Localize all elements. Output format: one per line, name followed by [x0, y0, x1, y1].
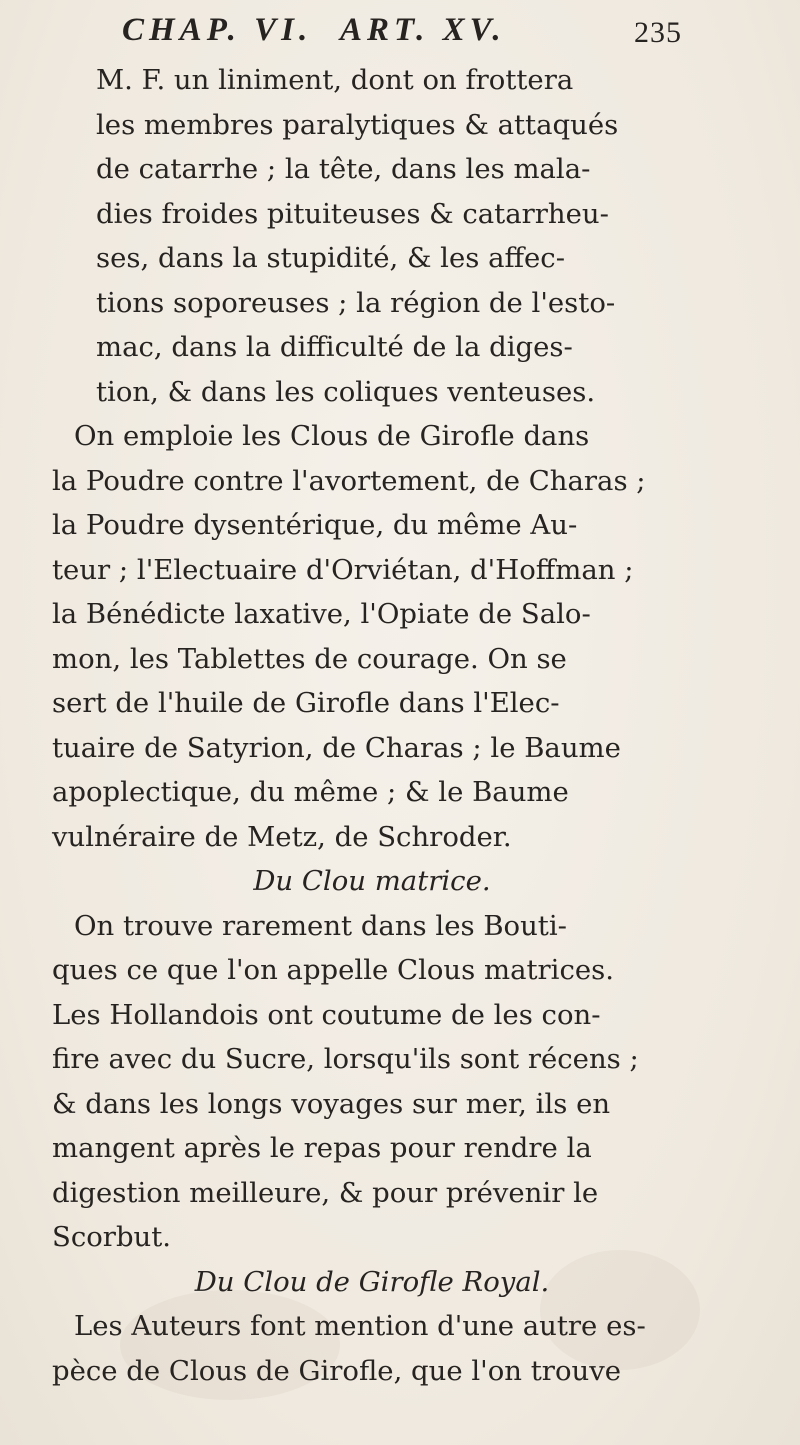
- header-chapter: CHAP. VI.: [122, 12, 313, 48]
- text-line: vulnéraire de Metz, de Schroder.: [52, 820, 512, 853]
- text-line: M. F. un liniment, dont on frottera: [96, 64, 574, 96]
- text-line: les membres paralytiques & attaqués: [96, 108, 619, 141]
- text-line: tuaire de Satyrion, de Charas ; le Baume: [52, 731, 621, 764]
- text-line: fire avec du Sucre, lorsqu'ils sont récens ;: [52, 1043, 639, 1075]
- section-heading: Du Clou de Girofle Royal.: [194, 1265, 550, 1298]
- text-line: pèce de Clous de Girofle, que l'on trouve: [52, 1354, 622, 1387]
- section-heading: Du Clou matrice.: [253, 865, 491, 897]
- text-line: digestion meilleure, & pour prévenir le: [52, 1176, 599, 1209]
- text-line: sert de l'huile de Girofle dans l'Elec-: [52, 687, 560, 719]
- text-line: la Poudre dysentérique, du même Au-: [52, 509, 578, 541]
- text-line: ques ce que l'on appelle Clous matrices.: [52, 954, 614, 986]
- text-line: Les Hollandois ont coutume de les con-: [52, 998, 601, 1031]
- text-line: tion, & dans les coliques venteuses.: [96, 375, 596, 408]
- text-line: dies froides pituiteuses & catarrheu-: [96, 197, 609, 230]
- text-line: & dans les longs voyages sur mer, ils en: [52, 1087, 611, 1120]
- text-line: teur ; l'Electuaire d'Orviétan, d'Hoffman ;: [52, 553, 634, 586]
- text-line: On emploie les Clous de Girofle dans: [74, 420, 590, 452]
- text-line: Les Auteurs font mention d'une autre es-: [74, 1310, 646, 1342]
- body-text: [52, 58, 752, 1393]
- text-line: apoplectique, du même ; & le Baume: [52, 776, 569, 808]
- text-line: Scorbut.: [52, 1221, 172, 1253]
- page-number: 235: [634, 16, 682, 49]
- text-line: mangent après le repas pour rendre la: [52, 1132, 592, 1164]
- text-line: mon, les Tablettes de courage. On se: [52, 642, 567, 675]
- text-line: mac, dans la difficulté de la diges-: [96, 331, 573, 363]
- text-line: la Bénédicte laxative, l'Opiate de Salo-: [52, 598, 591, 630]
- text-line: de catarrhe ; la tête, dans les mala-: [96, 153, 591, 185]
- text-line: ses, dans la stupidité, & les affec-: [96, 242, 566, 274]
- text-line: On trouve rarement dans les Bouti-: [74, 909, 567, 942]
- text-line: tions soporeuses ; la région de l'esto-: [96, 286, 616, 319]
- text-line: la Poudre contre l'avortement, de Charas ;: [52, 464, 646, 497]
- running-header: [122, 12, 682, 62]
- header-article: ART. XV.: [340, 12, 506, 48]
